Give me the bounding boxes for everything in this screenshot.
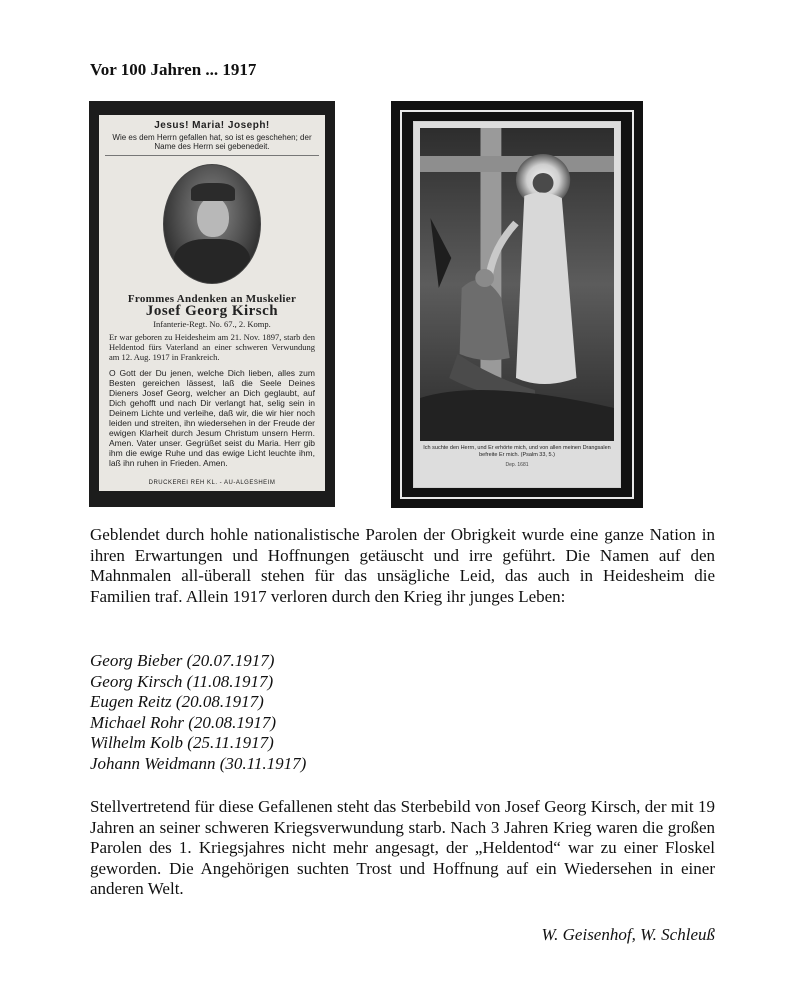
list-item: Georg Kirsch (11.08.1917) <box>90 671 274 691</box>
page-heading: Vor 100 Jahren ... 1917 <box>90 60 257 79</box>
memorial-card-regiment: Infanterie-Regt. No. 67., 2. Komp. <box>153 319 271 329</box>
devotional-card-mark: Dep. 1681 <box>505 462 529 468</box>
list-item: Johann Weidmann (30.11.1917) <box>90 753 307 773</box>
fallen-soldiers-list <box>90 651 306 774</box>
soldier-portrait <box>163 164 261 284</box>
portrait-face <box>197 197 229 237</box>
memorial-card-title: Frommes Andenken an Muskelier <box>127 293 297 305</box>
cross-horizontal <box>420 156 614 172</box>
memorial-card-name: Josef Georg Kirsch <box>145 303 279 319</box>
devotional-card-image <box>391 101 643 508</box>
devotional-card-caption: Ich suchte den Herrn, und Er erhörte mich, und von allen meinen Drangsalen befreite Er mich. (Psalm 33, 5.) <box>423 445 611 458</box>
christ-and-soldier-illustration <box>420 128 614 441</box>
intro-paragraph: Geblendet durch hohle nationalistische Parolen der Obrigkeit wurde eine ganze Nation in ihren Erwartungen und Hoffnungen getäuscht und irre geführt. Die Namen auf den Mahnmalen all-überall stehen für das unsägliche Leid, das auch in Heidesheim die Familien traf. Allein 1917 verloren durch den Krieg ihr junges Leben: <box>90 525 715 606</box>
author-signature: W. Geisenhof, W. Schleuß <box>541 925 715 944</box>
list-item: Wilhelm Kolb (25.11.1917) <box>90 733 274 752</box>
portrait-cap <box>191 183 235 201</box>
memorial-card-printer: DRUCKEREI REH KL. - AU-ALGESHEIM <box>148 480 276 486</box>
memorial-card-life-text: Er war geboren zu Heidesheim am 21. Nov. 1897, starb den Heldentod fürs Vaterland an einer schweren Verwundung am 12. Aug. 1917 in Frankreich. <box>109 332 315 362</box>
closing-paragraph: Stellvertretend für diese Gefallenen steht das Sterbebild von Josef Georg Kirsch, der mit 19 Jahren an seiner schweren Kriegsverwundung starb. Nach 3 Jahren Krieg waren die großen Parolen des 1. Kriegsjahres nicht mehr angesagt, der „Heldentod“ war zu einer Floskel geworden. Die Angehörigen suchten Trost und Hoffnung auf ein Wiedersehen in einer anderen Welt. <box>90 797 715 898</box>
list-item: Eugen Reitz (20.08.1917) <box>90 692 264 711</box>
memorial-card-prayer: O Gott der Du jenen, welche Dich lieben, alles zum Besten gereichen lässest, laß die Seele Deines Dieners Josef Georg, welcher an Dich geglaubt, auf Dich gehofft und nach Dir verlangt hat, selig sein in Deinem Lichte und verleihe, daß wir, die wir hier noch leiden und streiten, ihn wiedersehen in der Freude der ewigen Klarheit durch Jesum Christum unsern Herrn. Amen. Vater unser. Gegrüßet seist du Maria. Herr gib ihm die ewige Ruhe und das ewige Licht leuchte ihm, laß ihn ruhen in Frieden. Amen. <box>109 368 315 468</box>
portrait-tunic <box>174 239 250 284</box>
memorial-card-invocation: Jesus! Maria! Joseph! <box>154 120 270 131</box>
devotional-card-inner-frame <box>413 121 621 488</box>
memorial-card-paper <box>99 115 325 491</box>
illustration-svg <box>420 128 614 441</box>
christ-head <box>533 173 554 193</box>
list-item: Georg Bieber (20.07.1917) <box>90 651 275 670</box>
soldier-head <box>475 269 494 287</box>
memorial-card-image <box>89 101 335 507</box>
divider <box>105 155 319 156</box>
memorial-card-verse: Wie es dem Herrn gefallen hat, so ist es geschehen; der Name des Herrn sei gebenedeit. <box>112 133 312 151</box>
list-item: Michael Rohr (20.08.1917) <box>90 712 277 732</box>
